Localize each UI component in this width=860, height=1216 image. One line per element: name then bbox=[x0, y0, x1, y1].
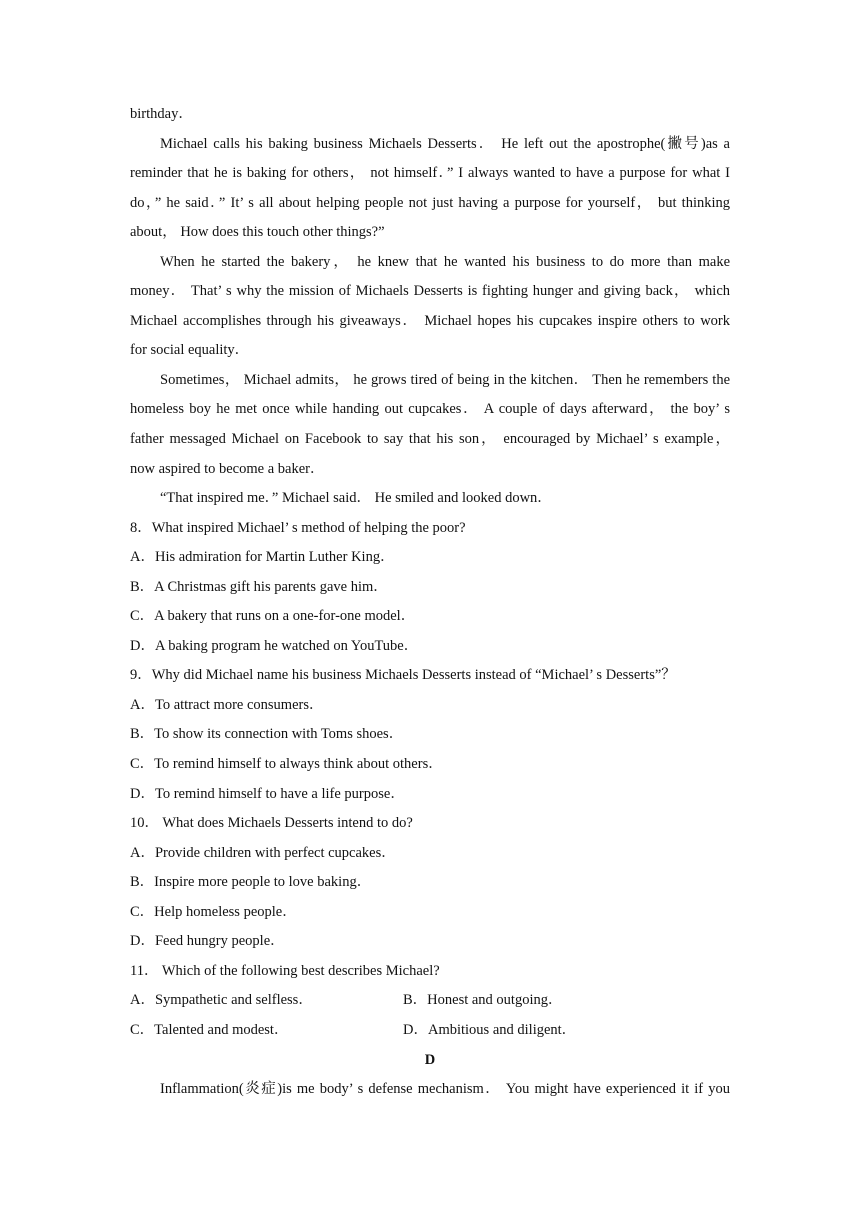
answer-option: A．Provide children with perfect cupcakes． bbox=[130, 844, 396, 861]
text-line: When he started the bakery， he knew that he wanted his business to do more than make bbox=[160, 253, 730, 270]
answer-option: A．His admiration for Martin Luther King． bbox=[130, 549, 395, 566]
answer-option: C．To remind himself to always think about others． bbox=[130, 756, 443, 773]
answer-option: D．Ambitious and diligent． bbox=[403, 1021, 577, 1038]
section-heading: D bbox=[424, 1051, 436, 1068]
question-stem: 10． What does Michaels Desserts intend to do? bbox=[130, 815, 413, 832]
text-line: for social equality． bbox=[130, 342, 250, 359]
text-line: money． That’ s why the mission of Michaels Desserts is fighting hunger and giving back， which bbox=[130, 283, 730, 300]
text-line: birthday． bbox=[130, 106, 193, 122]
text-line: about， How does this touch other things?” bbox=[130, 224, 385, 241]
text-line: Michael calls his baking business Michaels Desserts． He left out the apostrophe(撇号)as a bbox=[160, 135, 730, 152]
text-line: homeless boy he met once while handing out cupcakes． A couple of days afterward， the boy’ s bbox=[130, 401, 730, 418]
answer-option: A．To attract more consumers． bbox=[130, 696, 324, 713]
text-line: now aspired to become a baker． bbox=[130, 460, 325, 477]
answer-option: A．Sympathetic and selfless． bbox=[130, 992, 313, 1009]
text-line: father messaged Michael on Facebook to say that his son， encouraged by Michael’ s example， bbox=[130, 431, 730, 448]
text-line: reminder that he is baking for others， not himself．” I always wanted to have a purpose for what I bbox=[130, 165, 730, 182]
answer-option-row bbox=[130, 1016, 730, 1046]
text-line: Inflammation(炎症)is me body’ s defense mechanism． You might have experienced it if you bbox=[160, 1081, 730, 1098]
text-line: “That inspired me．” Michael said． He smiled and looked down． bbox=[160, 490, 552, 507]
question-stem: 8．What inspired Michael’ s method of helping the poor? bbox=[130, 519, 466, 536]
answer-option: D．Feed hungry people． bbox=[130, 933, 285, 950]
answer-option: C．A bakery that runs on a one-for-one model． bbox=[130, 608, 416, 625]
question-stem: 9．Why did Michael name his business Michaels Desserts instead of “Michael’ s Desserts”？ bbox=[130, 667, 676, 684]
text-line: Michael accomplishes through his giveaways． Michael hopes his cupcakes inspire others to work bbox=[130, 312, 730, 329]
answer-option: B．Honest and outgoing． bbox=[403, 992, 563, 1009]
answer-option: C．Help homeless people． bbox=[130, 903, 297, 920]
answer-option: C．Talented and modest． bbox=[130, 1021, 289, 1038]
answer-option: B．Inspire more people to love baking． bbox=[130, 874, 372, 891]
answer-option: D．A baking program he watched on YouTube． bbox=[130, 637, 419, 654]
document-page bbox=[130, 100, 730, 1105]
text-line: do，” he said．” It’ s all about helping people not just having a purpose for yourself， but thinking bbox=[130, 194, 730, 211]
answer-option: D．To remind himself to have a life purpose． bbox=[130, 785, 405, 802]
answer-option-row bbox=[130, 986, 730, 1016]
answer-option: B．To show its connection with Toms shoes． bbox=[130, 726, 404, 743]
answer-option: B．A Christmas gift his parents gave him． bbox=[130, 578, 388, 595]
text-line: Sometimes， Michael admits， he grows tired of being in the kitchen． Then he remembers the bbox=[160, 371, 730, 388]
question-stem: 11． Which of the following best describes Michael? bbox=[130, 962, 440, 979]
